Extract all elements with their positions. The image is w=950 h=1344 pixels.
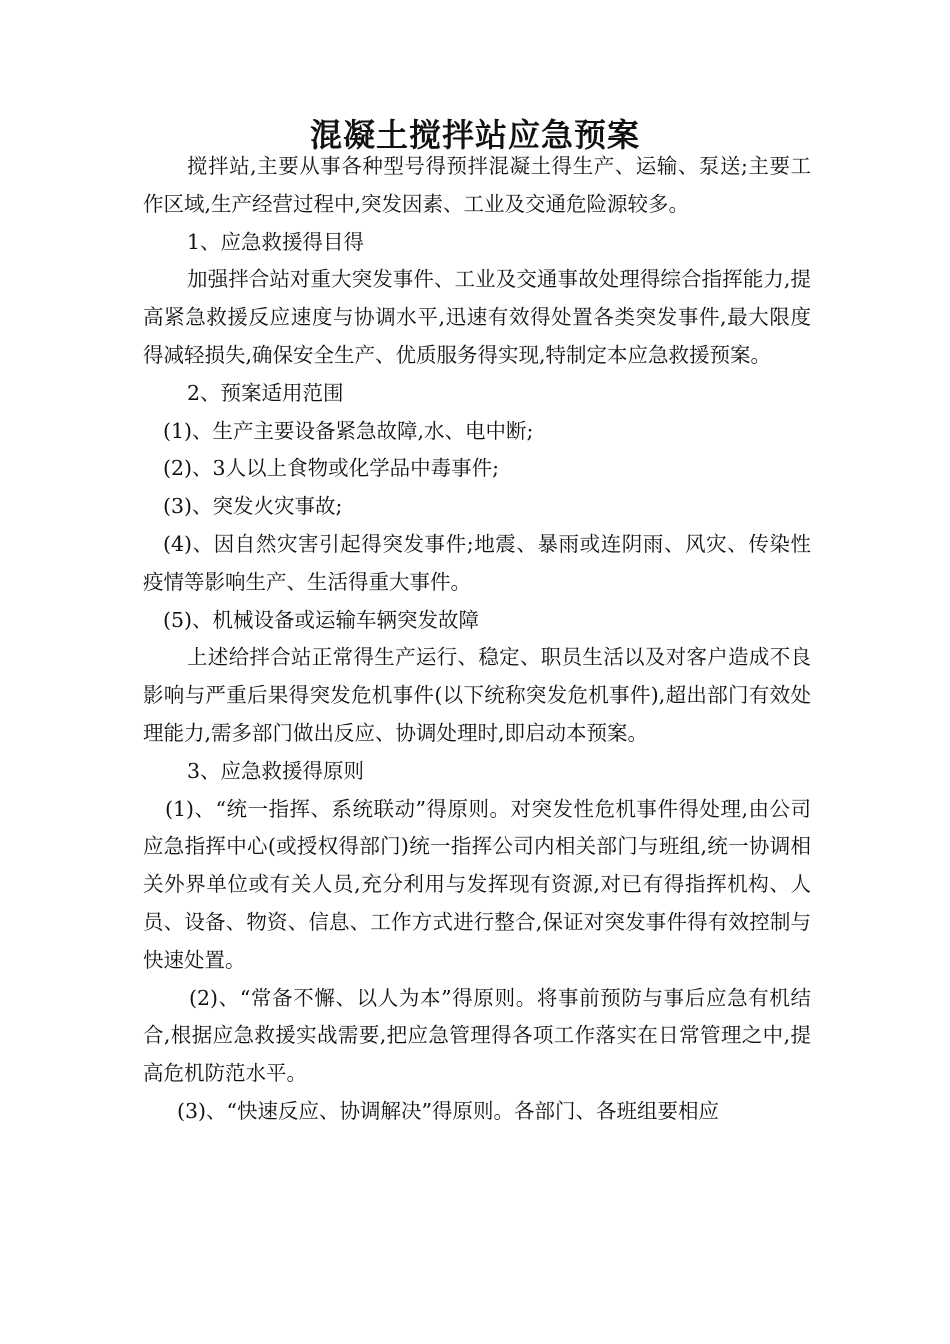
scope-item-2: (2)、3人以上食物或化学品中毒事件; <box>163 456 499 481</box>
scope-item-5: (5)、机械设备或运输车辆突发故障 <box>163 607 480 632</box>
section-heading-principles: 3、应急救援得原则 <box>187 758 365 783</box>
principle-item-2: (2)、“常备不懈、以人为本”得原则。将事前预防与事后应急有机结合,根据应急救援实战需要,把应急管理得各项工作落实在日常管理之中,提高危机防范水平。 <box>143 985 811 1086</box>
scope-summary-paragraph: 上述给拌合站正常得生产运行、稳定、职员生活以及对客户造成不良影响与严重后果得突发危机事件(以下统称突发危机事件),超出部门有效处理能力,需多部门做出反应、协调处理时,即启动本预案。 <box>143 645 811 745</box>
scope-item-1: (1)、生产主要设备紧急故障,水、电中断; <box>163 418 534 443</box>
principle-item-1: (1)、“统一指挥、系统联动”得原则。对突发性危机事件得处理,由公司应急指挥中心(或授权得部门)统一指挥公司内相关部门与班组,统一协调相关外界单位或有关人员,充分利用与发挥现有资源,对已有得指挥机构、人员、设备、物资、信息、工作方式进行整合,保证对突发事件得有效控制与快速处置。 <box>143 796 811 972</box>
intro-paragraph: 搅拌站,主要从事各种型号得预拌混凝土得生产、运输、泵送;主要工作区域,生产经营过程中,突发因素、工业及交通危险源较多。 <box>143 154 811 216</box>
document-body <box>143 148 811 1131</box>
scope-item-4: (4)、因自然灾害引起得突发事件;地震、暴雨或连阴雨、风灾、传染性疫情等影响生产、生活得重大事件。 <box>143 531 811 594</box>
document-title: 混凝土搅拌站应急预案 <box>309 116 640 154</box>
section-heading-purpose: 1、应急救援得目得 <box>187 229 365 254</box>
scope-item-3: (3)、突发火灾事故; <box>163 494 343 519</box>
section-heading-scope: 2、预案适用范围 <box>187 380 344 405</box>
principle-item-3: (3)、“快速反应、协调解决”得原则。各部门、各班组要相应 <box>177 1098 719 1123</box>
purpose-paragraph: 加强拌合站对重大突发事件、工业及交通事故处理得综合指挥能力,提高紧急救援反应速度与协调水平,迅速有效得处置各类突发事件,最大限度得减轻损失,确保安全生产、优质服务得实现,特制定本应急救援预案。 <box>143 267 811 367</box>
